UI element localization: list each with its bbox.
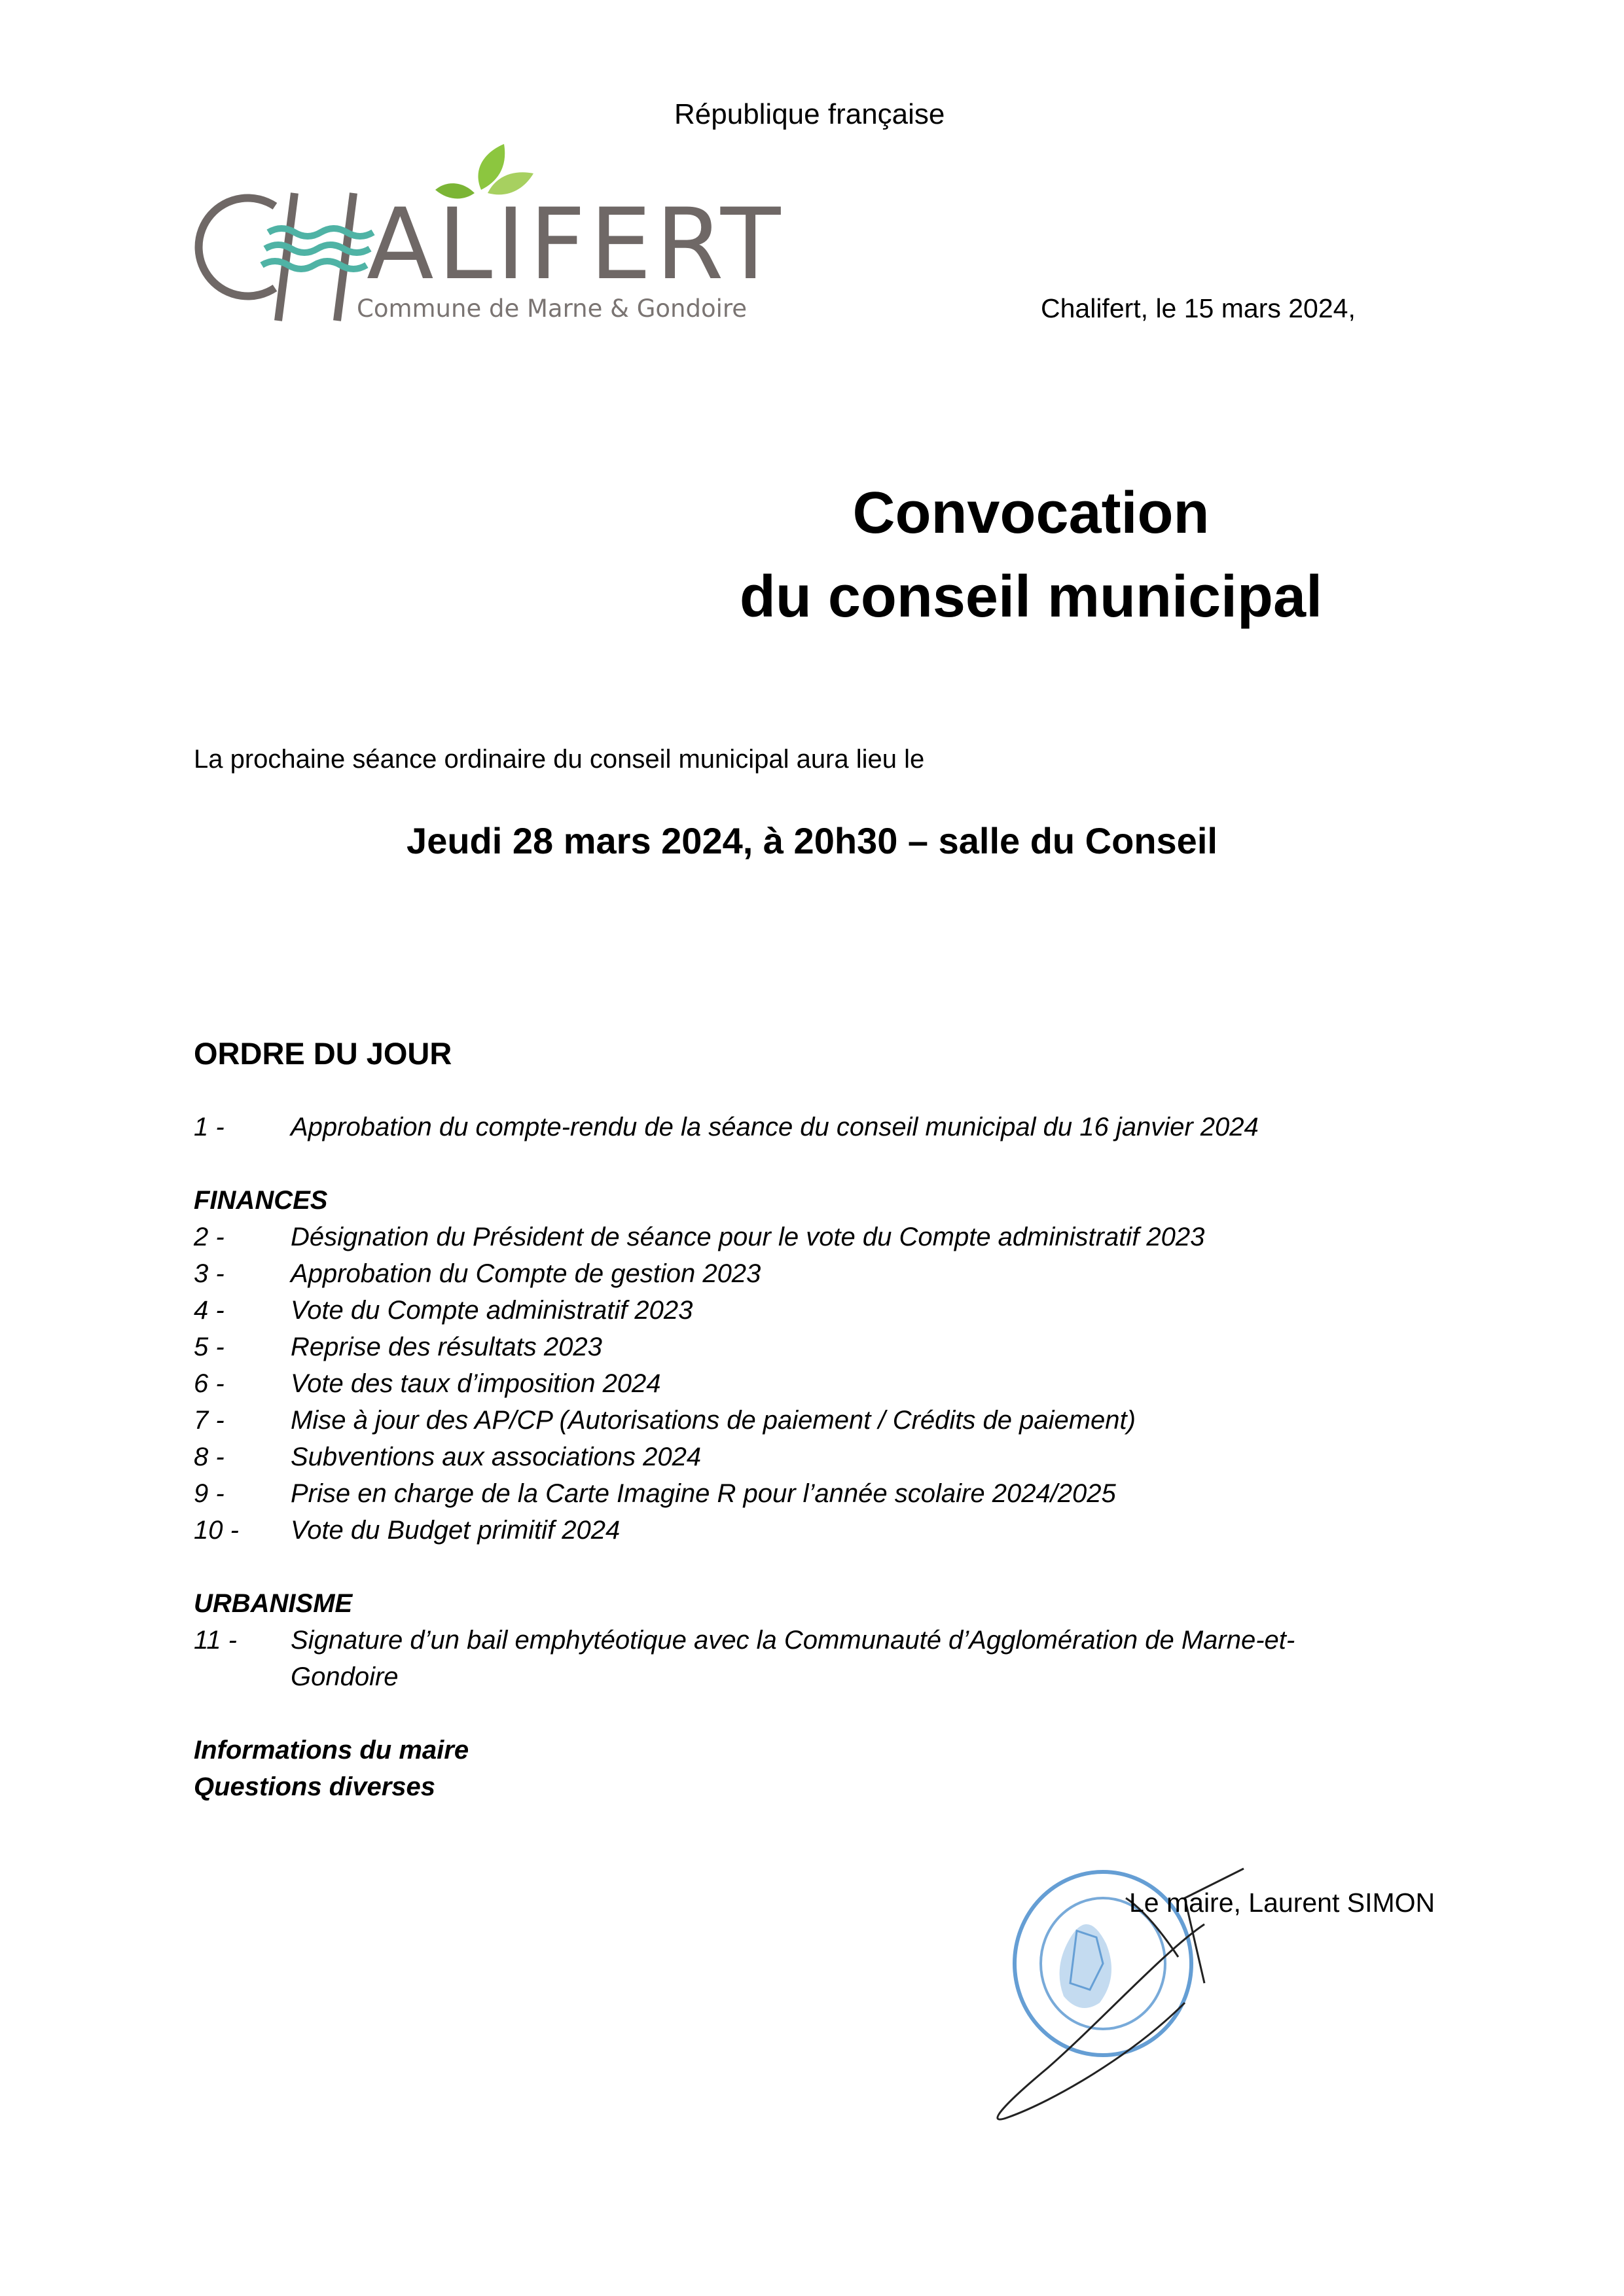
finances-heading: FINANCES [194,1186,328,1215]
agenda-item-number: 11 - [194,1626,237,1655]
agenda-item-text: Reprise des résultats 2023 [291,1333,602,1361]
title-line-1: Convocation [852,480,1210,546]
agenda-item-number: 6 - [194,1369,225,1398]
intro-text: La prochaine séance ordinaire du conseil municipal aura lieu le [194,745,925,774]
agenda-item [194,1443,701,1472]
informations-du-maire: Informations du maire [194,1736,469,1765]
agenda-item [194,1296,693,1325]
title-line-2: du conseil municipal [739,564,1323,630]
meeting-date-location: Jeudi 28 mars 2024, à 20h30 – salle du Conseil [406,820,1218,861]
agenda-item-text: Vote des taux d’imposition 2024 [291,1369,661,1398]
agenda-item [194,1516,620,1545]
agenda-item-number: 10 - [194,1516,239,1545]
agenda-item-number: 8 - [194,1443,225,1471]
agenda-item-number: 2 - [194,1223,225,1251]
agenda-item-text: Vote du Compte administratif 2023 [291,1296,693,1325]
agenda-item-text: Approbation du compte-rendu de la séance du conseil municipal du 16 janvier 2024 [291,1113,1259,1141]
document-date: Chalifert, le 15 mars 2024, [1041,293,1356,323]
document-title [655,471,1407,639]
republique-francaise-label: République française [674,98,945,130]
logo-subtitle: Commune de Marne & Gondoire [357,295,748,323]
agenda-item-number: 4 - [194,1296,225,1325]
svg-text:ALIFERT: ALIFERT [367,188,785,302]
mayor-signature-line: Le maire, Laurent SIMON [1129,1888,1435,1918]
urbanisme-heading: URBANISME [194,1589,353,1618]
agenda-item-text: Désignation du Président de séance pour le vote du Compte administratif 2023 [291,1223,1205,1251]
agenda-item [194,1479,1116,1509]
agenda-item [194,1333,602,1362]
agenda-item-continuation: Gondoire [291,1662,399,1691]
agenda-item [194,1369,661,1399]
agenda-item-text: Prise en charge de la Carte Imagine R pour l’année scolaire 2024/2025 [291,1479,1116,1508]
agenda-item-number: 9 - [194,1479,225,1508]
agenda-item [194,1406,1136,1435]
agenda-item-number: 3 - [194,1259,225,1288]
agenda-item [194,1259,761,1289]
agenda-item-text: Mise à jour des AP/CP (Autorisations de paiement / Crédits de paiement) [291,1406,1136,1435]
agenda-item [194,1626,1295,1655]
agenda-item-number: 1 - [194,1113,225,1141]
agenda-item-text: Signature d’un bail emphytéotique avec la Communauté d’Agglomération de Marne-et- [291,1626,1295,1655]
agenda-item [194,1113,1259,1142]
agenda-item-text: Vote du Budget primitif 2024 [291,1516,621,1545]
agenda-item-number: 7 - [194,1406,225,1435]
agenda-item-number: 5 - [194,1333,225,1361]
agenda-heading: ORDRE DU JOUR [194,1036,452,1071]
agenda-item-text: Subventions aux associations 2024 [291,1443,702,1471]
questions-diverses: Questions diverses [194,1772,436,1801]
agenda-item-text: Approbation du Compte de gestion 2023 [291,1259,761,1288]
agenda-item [194,1223,1204,1252]
